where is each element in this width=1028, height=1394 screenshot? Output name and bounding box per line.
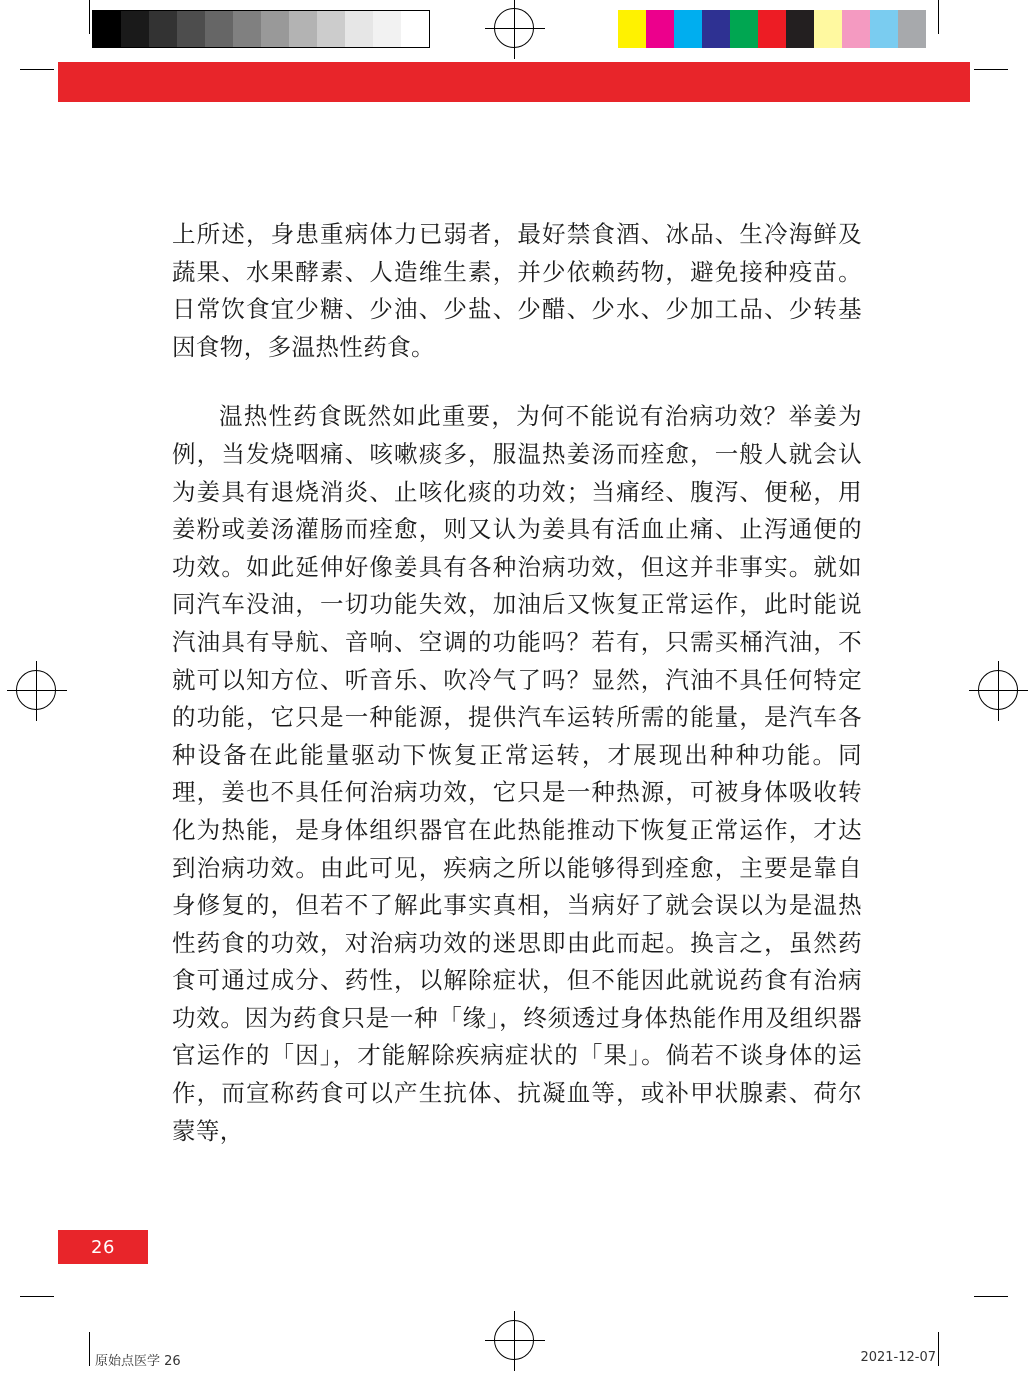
grayscale-swatch [401, 11, 429, 47]
page-body [172, 216, 862, 1150]
grayscale-swatch [233, 11, 261, 47]
grayscale-swatch [373, 11, 401, 47]
color-swatch [898, 10, 926, 48]
color-swatch [618, 10, 646, 48]
header-banner [58, 62, 970, 102]
grayscale-swatch [345, 11, 373, 47]
grayscale-swatch [261, 11, 289, 47]
grayscale-swatch [121, 11, 149, 47]
color-swatch [842, 10, 870, 48]
color-swatch [702, 10, 730, 48]
grayscale-swatch [93, 11, 121, 47]
paragraph: 温热性药食既然如此重要，为何不能说有治病功效？举姜为例，当发烧咽痛、咳嗽痰多，服温热姜汤而痊愈，一般人就会认为姜具有退烧消炎、止咳化痰的功效；当痛经、腹泻、便秘，用姜粉或姜汤灌肠而痊愈，则又认为姜具有活血止痛、止泻通便的功效。如此延伸好像姜具有各种治病功效，但这并非事实。就如同汽车没油，一切功能失效，加油后又恢复正常运作，此时能说汽油具有导航、音响、空调的功能吗？若有，只需买桶汽油，不就可以知方位、听音乐、吹冷气了吗？显然，汽油不具任何特定的功能，它只是一种能源，提供汽车运转所需的能量，是汽车各种设备在此能量驱动下恢复正常运转，才展现出种种功能。同理，姜也不具任何治病功效，它只是一种热源，可被身体吸收转化为热能，是身体组织器官在此热能推动下恢复正常运作，才达到治病功效。由此可见，疾病之所以能够得到痊愈，主要是靠自身修复的，但若不了解此事实真相，当病好了就会误以为是温热性药食的功效，对治病功效的迷思即由此而起。换言之，虽然药食可通过成分、药性，以解除症状，但不能因此就说药食有治病功效。因为药食只是一种「缘」，终须透过身体热能作用及组织器官运作的「因」，才能解除疾病症状的「果」。倘若不谈身体的运作，而宣称药食可以产生抗体、抗凝血等，或补甲状腺素、荷尔蒙等， [172, 402, 862, 1145]
grayscale-swatch [149, 11, 177, 47]
grayscale-swatch [205, 11, 233, 47]
registration-mark-top [494, 8, 534, 48]
color-swatch [870, 10, 898, 48]
grayscale-swatch [317, 11, 345, 47]
crop-mark-top-right [938, 0, 1008, 70]
color-swatch [814, 10, 842, 48]
page-footer [0, 1350, 1028, 1380]
color-swatch [730, 10, 758, 48]
footer-title: 原始点医学 26 [95, 1354, 181, 1369]
crop-mark-top-left [20, 0, 90, 70]
registration-mark-right [978, 670, 1018, 710]
color-calibration-bar [618, 10, 926, 48]
color-swatch [758, 10, 786, 48]
grayscale-swatch [177, 11, 205, 47]
color-swatch [674, 10, 702, 48]
grayscale-swatch [289, 11, 317, 47]
color-swatch [786, 10, 814, 48]
color-swatch [646, 10, 674, 48]
grayscale-calibration-bar [92, 10, 430, 48]
page-number-badge: 26 [58, 1230, 148, 1264]
registration-mark-left [16, 670, 56, 710]
paragraph: 上所述，身患重病体力已弱者，最好禁食酒、冰品、生冷海鲜及蔬果、水果酵素、人造维生素，并少依赖药物，避免接种疫苗。日常饮食宜少糖、少油、少盐、少醋、少水、少加工品、少转基因食物，多温热性药食。 [172, 220, 862, 361]
footer-date: 2021-12-07 [860, 1350, 936, 1365]
